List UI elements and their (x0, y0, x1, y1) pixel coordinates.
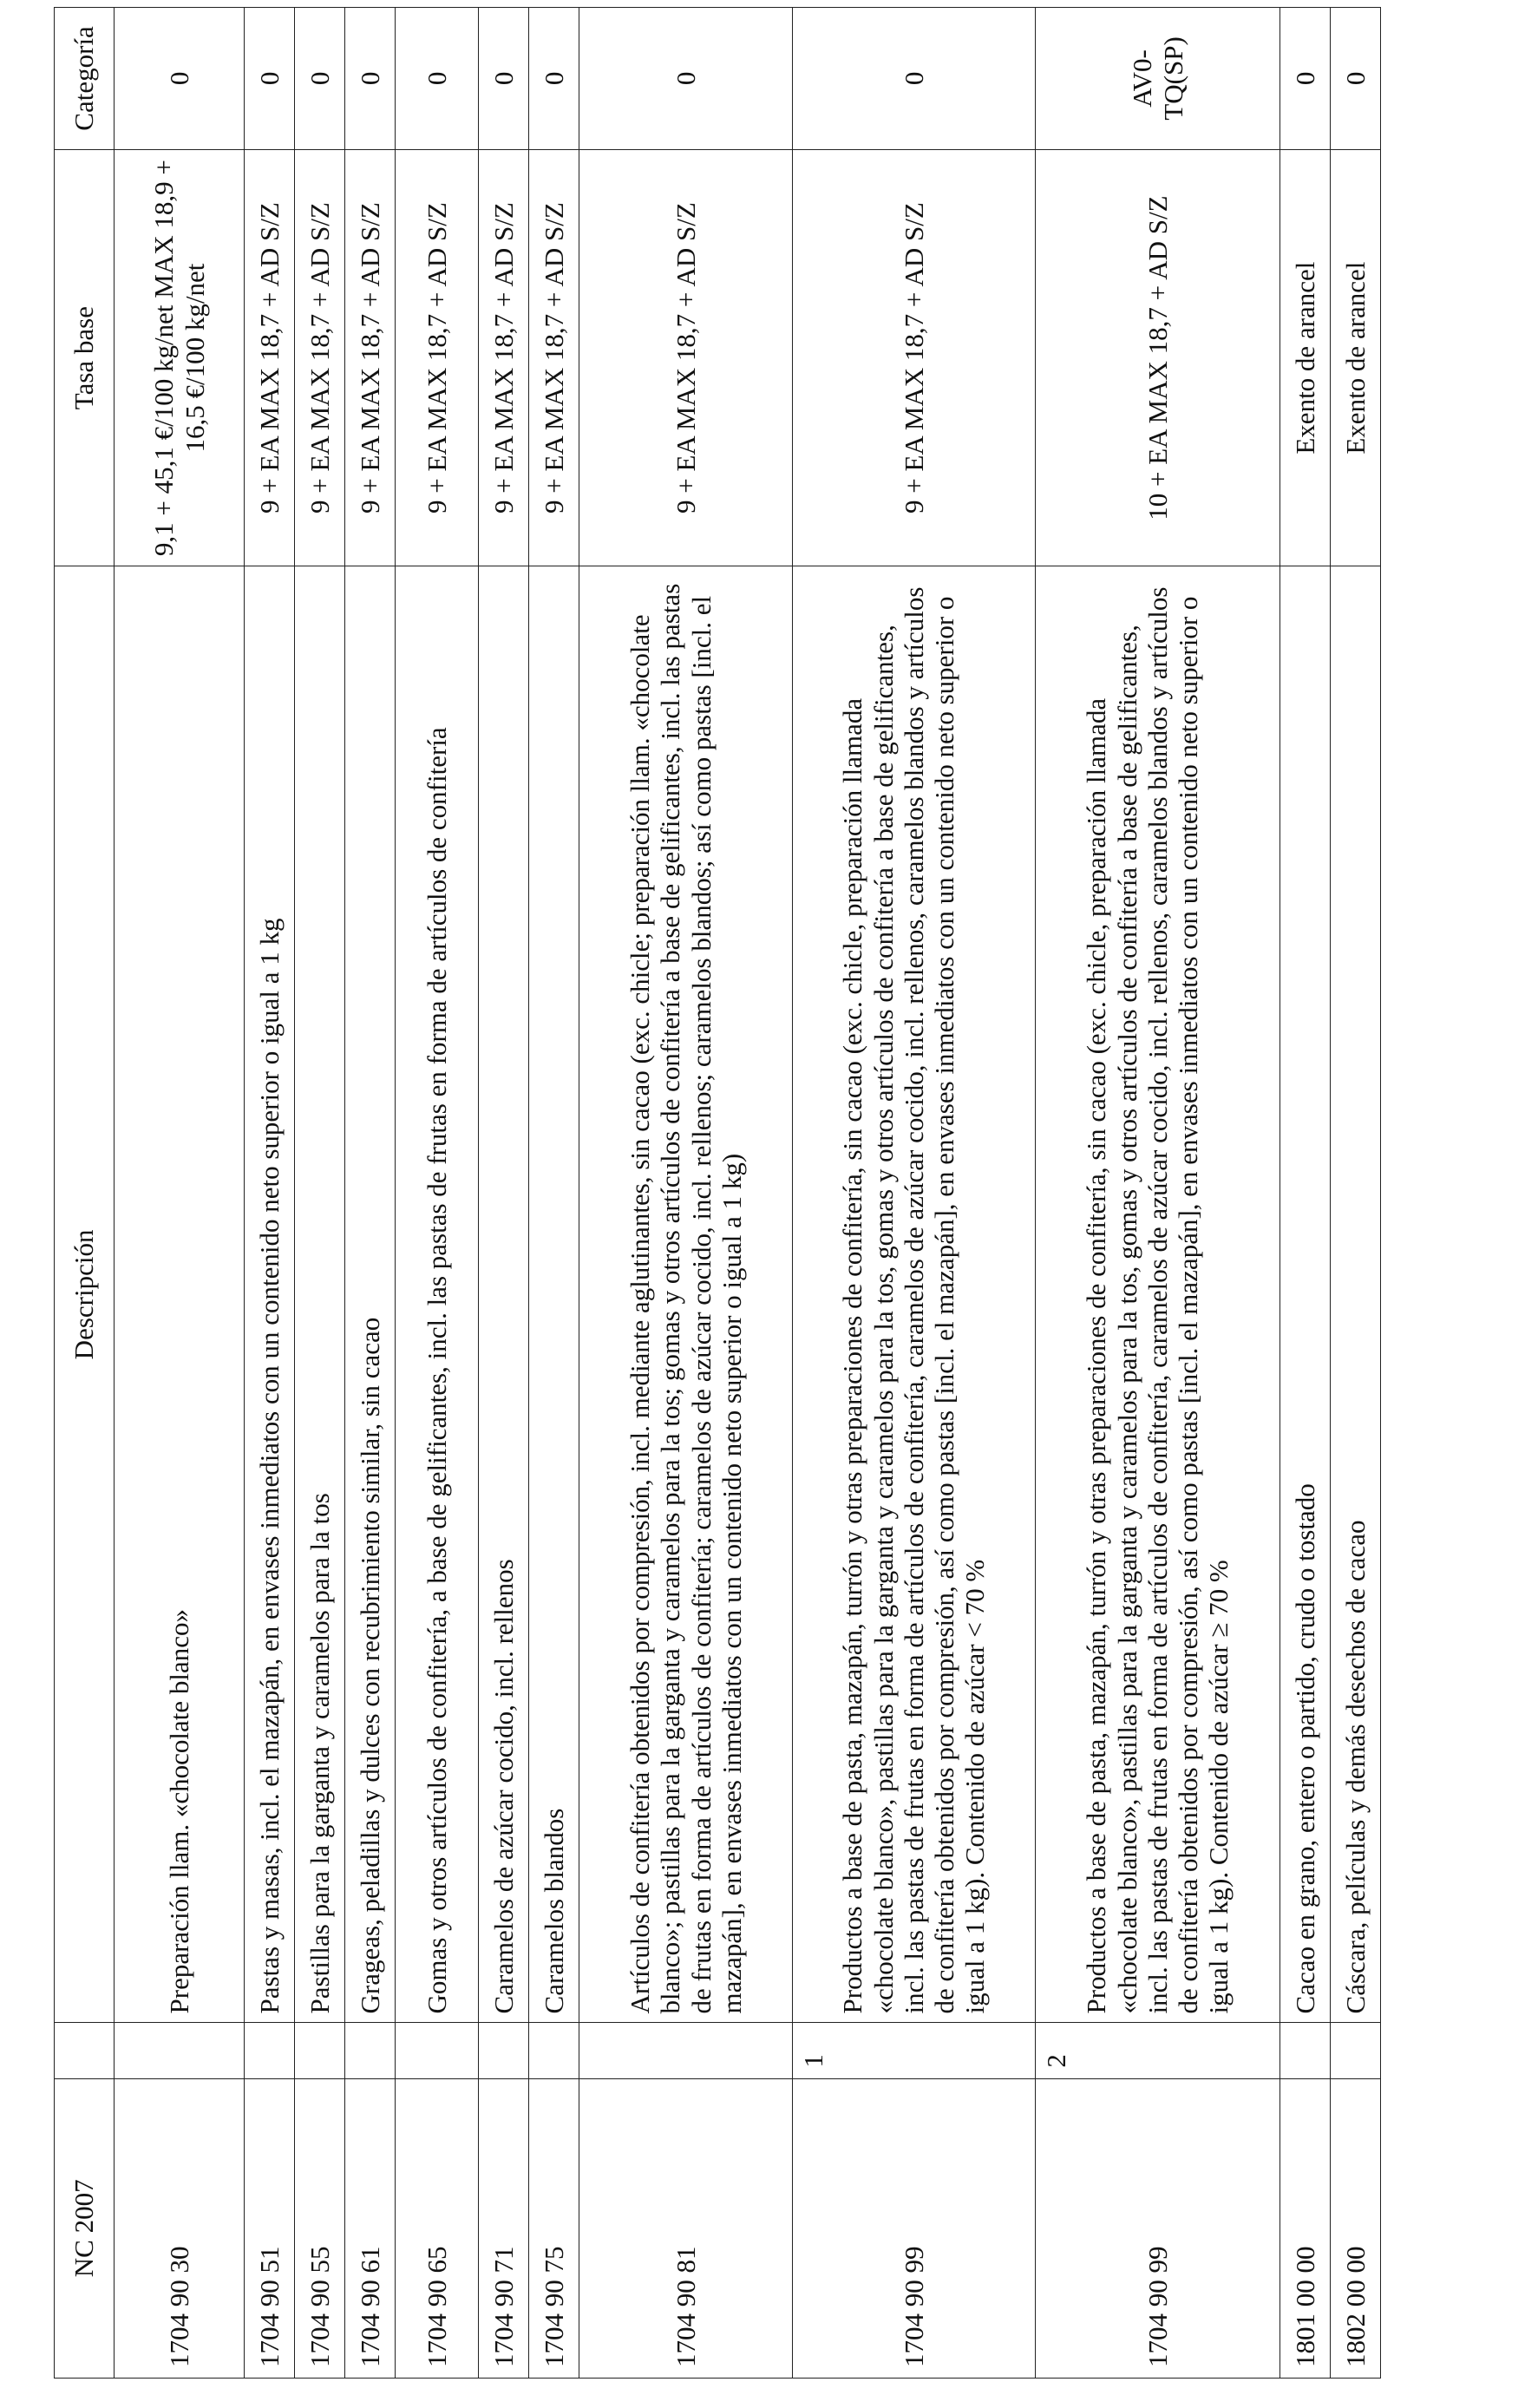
cell-desc: Cacao en grano, entero o partido, crudo o tostado (1280, 566, 1331, 2023)
cell-desc: Caramelos de azúcar cocido, incl. rellenos (479, 566, 529, 2023)
cell-nc: 1704 90 75 (529, 2078, 579, 2378)
cell-sub (115, 2023, 245, 2078)
cell-cat: AV0-TQ(SP) (1036, 8, 1280, 150)
cell-desc: Productos a base de pasta, mazapán, turrón y otras preparaciones de confitería, sin cacao (exc. chicle, preparación llamada «chocolate blanco», pastillas para la garganta y caramelos para la tos, gomas y otros artículos de confitería a base de gelificantes, incl. las pastas de frutas en forma de artículos de confitería, caramelos de azúcar cocido, incl. rellenos, caramelos blandos y artículos de confitería obtenidos por compresión, así como pastas [incl. el mazapán], en envases inmediatos con un contenido neto superior o igual a 1 kg). Contenido de azúcar ≥ 70 % (1036, 566, 1280, 2023)
cell-sub (529, 2023, 579, 2078)
cell-sub (579, 2023, 793, 2078)
cell-sub (345, 2023, 396, 2078)
cell-cat: 0 (295, 8, 345, 150)
cell-sub: 2 (1036, 2023, 1280, 2078)
table-row (1331, 8, 1381, 2379)
table-row (245, 8, 295, 2379)
cell-sub (479, 2023, 529, 2078)
cell-rate: 9 + EA MAX 18,7 + AD S/Z (793, 149, 1036, 566)
cell-cat: 0 (245, 8, 295, 150)
table-row (579, 8, 793, 2379)
cell-cat: 0 (115, 8, 245, 150)
cell-cat: 0 (793, 8, 1036, 150)
cell-desc: Gomas y otros artículos de confitería, a base de gelificantes, incl. las pastas de frutas en forma de artículos de confitería (396, 566, 479, 2023)
cell-nc: 1704 90 65 (396, 2078, 479, 2378)
cell-rate: 9 + EA MAX 18,7 + AD S/Z (345, 149, 396, 566)
cell-desc: Preparación llam. «chocolate blanco» (115, 566, 245, 2023)
cell-nc: 1704 90 81 (579, 2078, 793, 2378)
cell-cat: 0 (529, 8, 579, 150)
header-sub (55, 2023, 115, 2078)
table-row (396, 8, 479, 2379)
cell-nc: 1704 90 30 (115, 2078, 245, 2378)
table-row (115, 8, 245, 2379)
header-rate: Tasa base (55, 149, 115, 566)
cell-cat: 0 (396, 8, 479, 150)
table-row (529, 8, 579, 2379)
cell-rate: 9 + EA MAX 18,7 + AD S/Z (245, 149, 295, 566)
cell-desc: Pastas y masas, incl. el mazapán, en envases inmediatos con un contenido neto superior o igual a 1 kg (245, 566, 295, 2023)
cell-rate: Exento de arancel (1280, 149, 1331, 566)
cell-rate: 9 + EA MAX 18,7 + AD S/Z (479, 149, 529, 566)
cell-rate: 9 + EA MAX 18,7 + AD S/Z (529, 149, 579, 566)
cell-sub (396, 2023, 479, 2078)
cell-rate: 9,1 + 45,1 €/100 kg/net MAX 18,9 + 16,5 €/100 kg/net (115, 149, 245, 566)
cell-sub (295, 2023, 345, 2078)
header-nc: NC 2007 (55, 2078, 115, 2378)
cell-nc: 1704 90 61 (345, 2078, 396, 2378)
cell-desc: Pastillas para la garganta y caramelos para la tos (295, 566, 345, 2023)
cell-sub: 1 (793, 2023, 1036, 2078)
table-row (345, 8, 396, 2379)
cell-nc: 1704 90 55 (295, 2078, 345, 2378)
cell-cat: 0 (345, 8, 396, 150)
cell-rate: Exento de arancel (1331, 149, 1381, 566)
cell-desc: Caramelos blandos (529, 566, 579, 2023)
header-desc: Descripción (55, 566, 115, 2023)
cell-cat: 0 (479, 8, 529, 150)
tariff-table (54, 7, 1381, 2379)
cell-nc: 1801 00 00 (1280, 2078, 1331, 2378)
cell-rate: 9 + EA MAX 18,7 + AD S/Z (396, 149, 479, 566)
cell-nc: 1704 90 51 (245, 2078, 295, 2378)
cell-desc: Productos a base de pasta, mazapán, turrón y otras preparaciones de confitería, sin cacao (exc. chicle, preparación llamada «chocolate blanco», pastillas para la garganta y caramelos para la tos, gomas y otros artículos de confitería a base de gelificantes, incl. las pastas de frutas en forma de artículos de confitería, caramelos de azúcar cocido, incl. rellenos, caramelos blandos y artículos de confitería obtenidos por compresión, así como pastas [incl. el mazapán], en envases inmediatos con un contenido neto superior o igual a 1 kg). Contenido de azúcar < 70 % (793, 566, 1036, 2023)
header-row (55, 8, 115, 2379)
cell-desc: Cáscara, películas y demás desechos de cacao (1331, 566, 1381, 2023)
cell-rate: 9 + EA MAX 18,7 + AD S/Z (295, 149, 345, 566)
cell-nc: 1704 90 99 (793, 2078, 1036, 2378)
cell-cat: 0 (1331, 8, 1381, 150)
cell-rate: 10 + EA MAX 18,7 + AD S/Z (1036, 149, 1280, 566)
table-row (1036, 8, 1280, 2379)
cell-desc: Grageas, peladillas y dulces con recubrimiento similar, sin cacao (345, 566, 396, 2023)
cell-nc: 1704 90 99 (1036, 2078, 1280, 2378)
table-row (1280, 8, 1331, 2379)
header-cat: Categoría (55, 8, 115, 150)
cell-sub (245, 2023, 295, 2078)
cell-nc: 1704 90 71 (479, 2078, 529, 2378)
cell-desc: Artículos de confitería obtenidos por compresión, incl. mediante aglutinantes, sin cacao (exc. chicle; preparación llam. «chocolate blanco»; pastillas para la garganta y caramelos para la tos; gomas y otros artículos de confitería a base de gelificantes, incl. las pastas de frutas en forma de artículos de confitería; caramelos de azúcar cocido, incl. rellenos; caramelos blandos; así como pastas [incl. el mazapán], en envases inmediatos con un contenido neto superior o igual a 1 kg) (579, 566, 793, 2023)
cell-cat: 0 (579, 8, 793, 150)
table-row (793, 8, 1036, 2379)
table-row (479, 8, 529, 2379)
cell-nc: 1802 00 00 (1331, 2078, 1381, 2378)
table-row (295, 8, 345, 2379)
cell-sub (1280, 2023, 1331, 2078)
cell-sub (1331, 2023, 1381, 2078)
cell-cat: 0 (1280, 8, 1331, 150)
cell-rate: 9 + EA MAX 18,7 + AD S/Z (579, 149, 793, 566)
